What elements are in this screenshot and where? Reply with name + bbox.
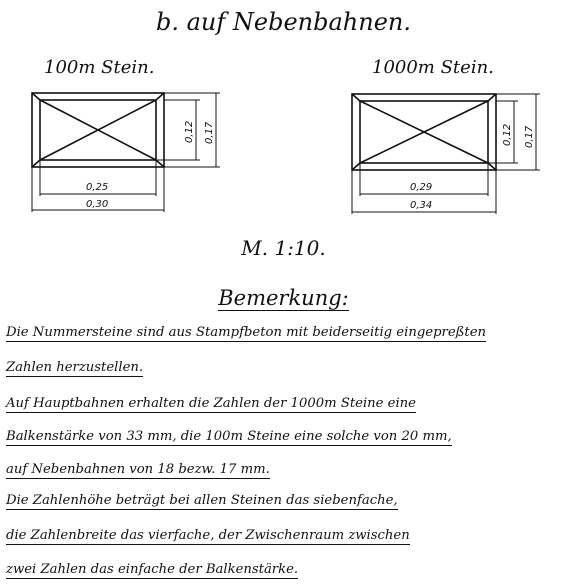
scale-label: M. 1:10.: [241, 236, 326, 260]
stone-drawings: [0, 0, 567, 230]
dim-100m-inner-height: 0,12: [184, 120, 195, 143]
dim-100m-inner-width: 0,25: [86, 182, 109, 193]
remark-line: Zahlen herzustellen.: [6, 360, 144, 375]
remark-line: Die Nummersteine sind aus Stampfbeton mit beiderseitig eingepreßten: [6, 325, 487, 340]
stone-100m-drawing: [32, 93, 220, 212]
remark-line: die Zahlenbreite das vierfache, der Zwischenraum zwischen: [6, 528, 410, 543]
dim-1000m-inner-height: 0,12: [502, 123, 513, 146]
remark-heading-text: Bemerkung:: [218, 286, 349, 310]
dim-1000m-outer-width: 0,34: [410, 200, 433, 211]
drawing-title: b. auf Nebenbahnen.: [156, 8, 411, 36]
dim-100m-outer-width: 0,30: [86, 199, 109, 210]
dim-100m-outer-height: 0,17: [204, 121, 215, 144]
remark-line: zwei Zahlen das einfache der Balkenstärke.: [6, 562, 299, 577]
label-1000m-stone: 1000m Stein.: [372, 57, 494, 78]
label-100m-stone: 100m Stein.: [44, 57, 155, 78]
remark-line: Balkenstärke von 33 mm, die 100m Steine eine solche von 20 mm,: [6, 429, 452, 444]
remark-line: auf Nebenbahnen von 18 bezw. 17 mm.: [6, 462, 270, 477]
remark-line: Die Zahlenhöhe beträgt bei allen Steinen das siebenfache,: [6, 493, 398, 508]
stone-1000m-drawing: [352, 94, 540, 214]
dim-1000m-inner-width: 0,29: [410, 182, 433, 193]
remark-line: Auf Hauptbahnen erhalten die Zahlen der 1000m Steine eine: [6, 396, 416, 411]
remark-heading: [0, 286, 567, 310]
dim-1000m-outer-height: 0,17: [524, 125, 535, 148]
